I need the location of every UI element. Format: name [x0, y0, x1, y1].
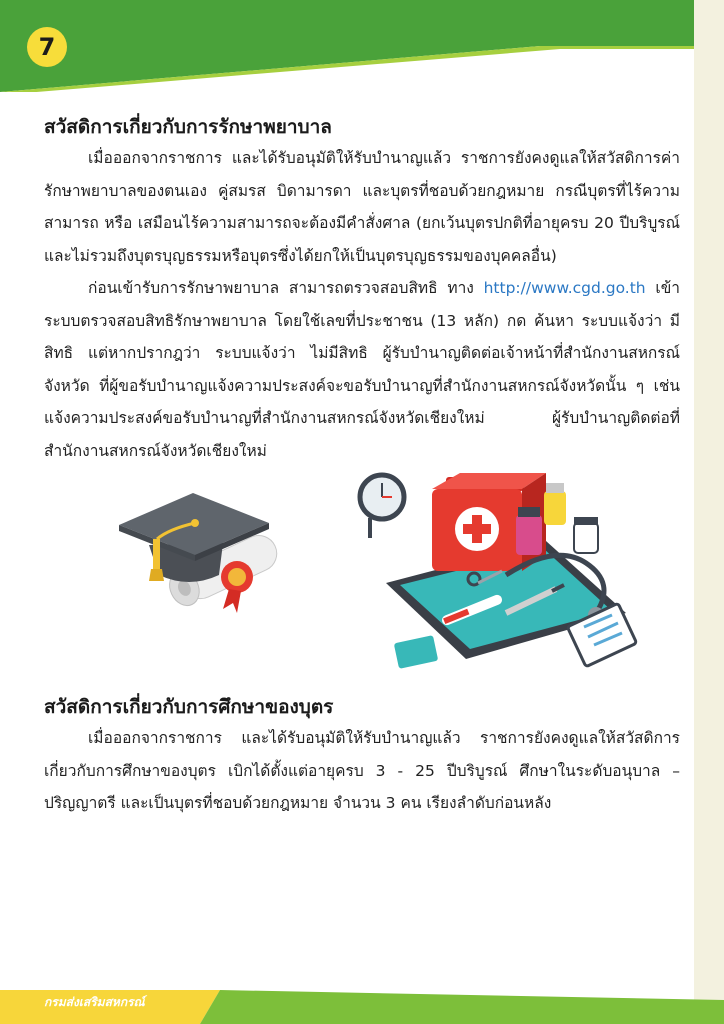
page-number-badge: 7	[27, 27, 67, 67]
illustration-area	[44, 467, 680, 692]
section-title-medical: สวัสดิการเกี่ยวกับการรักษาพยาบาล	[44, 116, 332, 138]
medical-kit-tablet-illustration	[356, 463, 656, 693]
graduation-cap-diploma-illustration	[119, 477, 299, 637]
medical-paragraph-2-rest: เข้าระบบตรวจสอบสิทธิรักษาพยาบาล โดยใช้เลขที่ประชาชน (13 หลัก) กด ค้นหา ระบบแจ้งว่า มีสิทธิ แต่หากปรากฎว่า ระบบแจ้งว่า ไม่มีสิทธิ ผู้รับบำนาญติดต่อเจ้าหน้าที่สำนักงานสหกรณ์จังหวัด ที่ผู้ขอรับบำนาญแจ้งความประสงค์จะขอรับบำนาญที่สำนักงานสหกรณ์จังหวัดนั้น ๆ เช่น แจ้งความประสงค์ขอรับบำนาญที่สำนักงานสหกรณ์จังหวัดเชียงใหม่ ผู้รับบำนาญติดต่อที่สำนักงานสหกรณ์จังหวัดเชียงใหม่	[44, 279, 680, 460]
header-banner	[0, 0, 694, 92]
section-title-education: สวัสดิการเกี่ยวกับการศึกษาของบุตร	[44, 696, 334, 718]
cgd-website-link[interactable]: http://www.cgd.go.th	[483, 279, 646, 297]
footer-department-label: กรมส่งเสริมสหกรณ์	[44, 995, 145, 1009]
medical-paragraph-2-lead: ก่อนเข้ารับการรักษาพยาบาล สามารถตรวจสอบสิทธิ ทาง	[88, 279, 484, 297]
page-content	[44, 112, 680, 820]
side-strip	[694, 0, 724, 1024]
medical-paragraph-2	[44, 272, 680, 467]
medical-paragraph-1: เมื่อออกจากราชการ และได้รับอนุมัติให้รับบำนาญแล้ว ราชการยังคงดูแลให้สวัสดิการค่ารักษาพยาบาลของตนเอง คู่สมรส บิดามารดา และบุตรที่ชอบด้วยกฎหมาย กรณีบุตรที่ไร้ความสามารถ หรือ เสมือนไร้ความสามารถจะต้องมีคำสั่งศาล (ยกเว้นบุตรปกติที่อายุครบ 20 ปีบริบูรณ์ และไม่รวมถึงบุตรบุญธรรมหรือบุตรซึ่งได้ยกให้เป็นบุตรบุญธรรมของบุคคลอื่น)	[44, 149, 680, 265]
education-paragraph-1: เมื่อออกจากราชการ และได้รับอนุมัติให้รับบำนาญแล้ว ราชการยังคงดูแลให้สวัสดิการเกี่ยวกับการศึกษาของบุตร เบิกได้ตั้งแต่อายุครบ 3 - 25 ปีบริบูรณ์ ศึกษาในระดับอนุบาล – ปริญญาตรี และเป็นบุตรที่ชอบด้วยกฎหมาย จำนวน 3 คน เรียงลำดับก่อนหลัง	[44, 729, 680, 812]
